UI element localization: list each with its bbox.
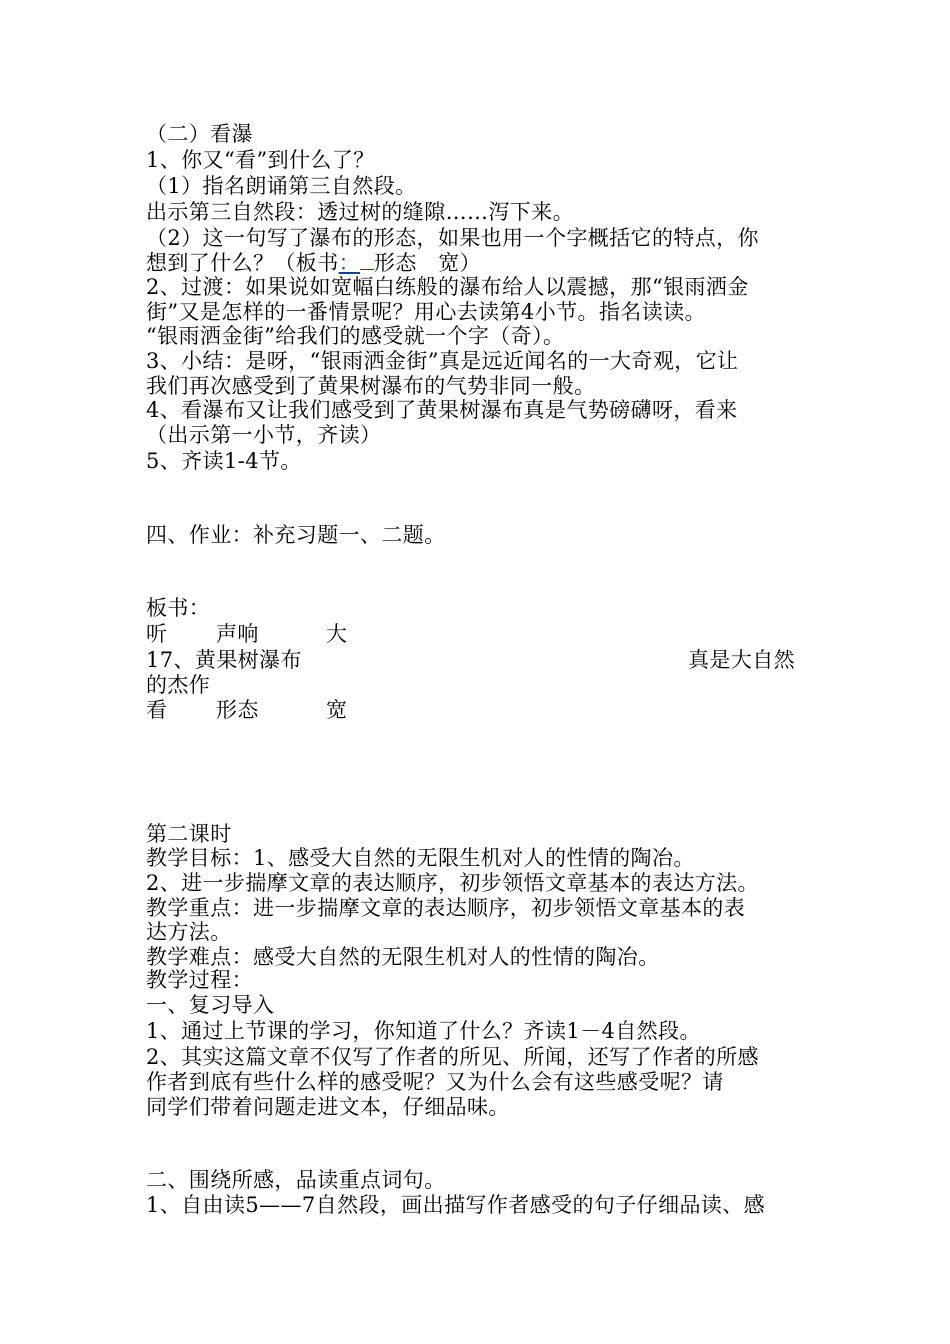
board-row-title bbox=[146, 648, 810, 673]
board-heading: 板书： bbox=[146, 596, 211, 620]
text-line: 2、过渡：如果说如宽幅白练般的瀑布给人以震撼，那“银雨洒金 bbox=[146, 275, 749, 299]
underline-blank bbox=[360, 251, 374, 270]
board-cell: 看 bbox=[146, 698, 168, 722]
text-line: 一、复习导入 bbox=[146, 993, 275, 1017]
board-cell: 大 bbox=[326, 622, 348, 646]
text-line: 5、齐读1-4节。 bbox=[146, 449, 302, 473]
board-cell: 声响 bbox=[216, 622, 259, 646]
text-line: 街”又是怎样的一番情景呢？用心去读第4小节。指名读读。 bbox=[146, 300, 706, 324]
lesson-heading: 第二课时 bbox=[146, 822, 232, 846]
text-line: 达方法。 bbox=[146, 920, 232, 944]
text-line: 作者到底有些什么样的感受呢？又为什么会有这些感受呢？请 bbox=[146, 1070, 724, 1094]
text-line: （出示第一小节，齐读） bbox=[146, 423, 382, 447]
text-line: 1、通过上节课的学习，你知道了什么？齐读1－4自然段。 bbox=[146, 1019, 701, 1043]
board-cell: 宽 bbox=[326, 698, 348, 722]
text-line: 教学难点：感受大自然的无限生机对人的性情的陶冶。 bbox=[146, 945, 660, 969]
text-line: 3、小结：是呀，“银雨洒金街”真是远近闻名的一大奇观，它让 bbox=[146, 349, 739, 373]
board-title: 17、黄果树瀑布 bbox=[146, 648, 302, 672]
text-line: 1、自由读5——7自然段，画出描写作者感受的句子仔细品读、感 bbox=[146, 1193, 766, 1217]
text-line: 4、看瀑布又让我们感受到了黄果树瀑布真是气势磅礴呀，看来 bbox=[146, 398, 738, 422]
text-line: 教学目标：1、感受大自然的无限生机对人的性情的陶冶。 bbox=[146, 846, 695, 870]
board-row-watch bbox=[146, 698, 810, 723]
text-line: 2、其实这篇文章不仅写了作者的所见、所闻，还写了作者的所感 bbox=[146, 1045, 759, 1069]
text-line: 1、你又“看”到什么了？ bbox=[146, 148, 375, 172]
text-line: 我们再次感受到了黄果树瀑布的气势非同一般。 bbox=[146, 374, 596, 398]
text-line: 同学们带着问题走进文本，仔细品味。 bbox=[146, 1095, 510, 1119]
text-line: 出示第三自然段：透过树的缝隙……泻下来。 bbox=[146, 200, 574, 224]
document-page bbox=[146, 0, 810, 1344]
underlined-fragment: ： bbox=[338, 251, 361, 275]
section-heading-watch-waterfall: （二）看瀑 bbox=[146, 122, 253, 146]
text-line: 2、进一步揣摩文章的表达顺序，初步领悟文章基本的表达方法。 bbox=[146, 871, 759, 895]
homework-heading: 四、作业：补充习题一、二题。 bbox=[146, 523, 446, 547]
text-line: （2）这一句写了瀑布的形态，如果也用一个字概括它的特点，你 bbox=[146, 226, 759, 250]
text-line: 教学重点：进一步揣摩文章的表达顺序，初步领悟文章基本的表 bbox=[146, 896, 746, 920]
text-line: 教学过程： bbox=[146, 968, 253, 992]
board-cell: 听 bbox=[146, 622, 168, 646]
text-fragment: 想到了什么？（板书 bbox=[146, 251, 339, 275]
section-heading: 二、围绕所感，品读重点词句。 bbox=[146, 1168, 446, 1192]
text-fragment: 形态 宽） bbox=[374, 251, 482, 275]
board-conclusion: 真是大自然 bbox=[688, 648, 795, 672]
board-cell: 形态 bbox=[216, 698, 259, 722]
board-row-listen bbox=[146, 622, 810, 647]
text-line: “银雨洒金街”给我们的感受就一个字（奇）。 bbox=[146, 324, 565, 348]
text-line: （1）指名朗诵第三自然段。 bbox=[146, 174, 417, 198]
board-row-continued: 的杰作 bbox=[146, 673, 211, 697]
text-line bbox=[146, 251, 810, 276]
